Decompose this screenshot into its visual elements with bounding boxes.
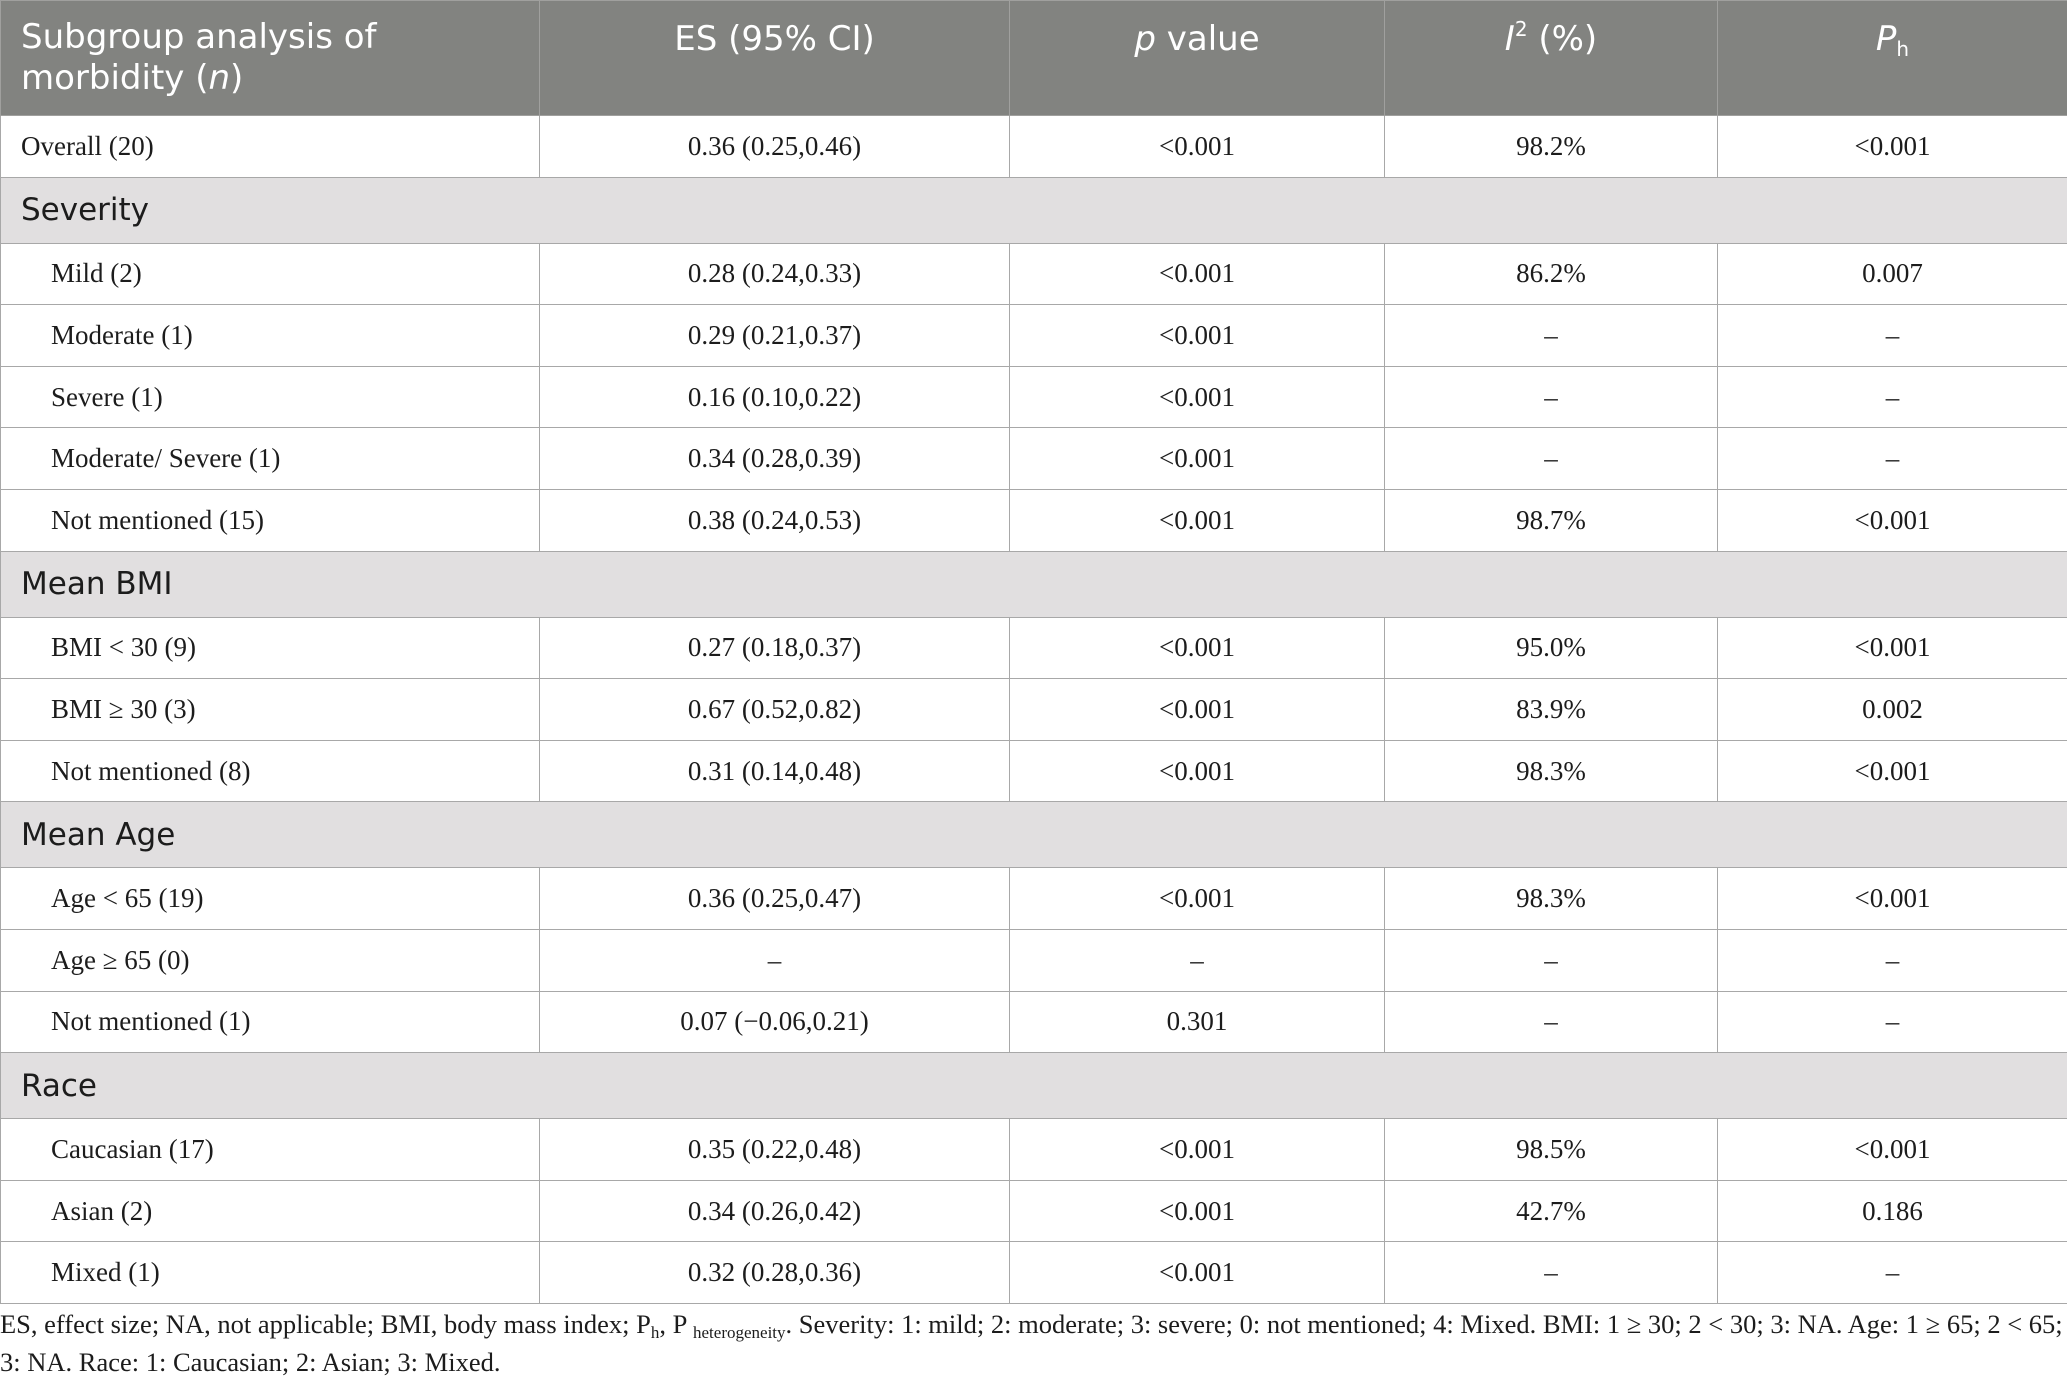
cell-ph: – <box>1718 305 2067 367</box>
cell-es: 0.36 (0.25,0.47) <box>540 868 1010 930</box>
header-p-value: p value <box>1010 1 1385 116</box>
table-row <box>1 617 2067 679</box>
cell-p-value: <0.001 <box>1010 617 1385 679</box>
cell-es: 0.67 (0.52,0.82) <box>540 679 1010 741</box>
cell-subgroup: Moderate (1) <box>1 305 540 367</box>
table-row <box>1 1119 2067 1181</box>
cell-p-value: <0.001 <box>1010 305 1385 367</box>
cell-i2: 42.7% <box>1385 1180 1718 1242</box>
cell-i2: 83.9% <box>1385 679 1718 741</box>
cell-p-value: <0.001 <box>1010 243 1385 305</box>
table-row <box>1 991 2067 1053</box>
cell-es: 0.35 (0.22,0.48) <box>540 1119 1010 1181</box>
cell-subgroup: Asian (2) <box>1 1180 540 1242</box>
header-ph: $P_h$ <box>1718 1 2067 116</box>
group-header-row <box>1 802 2067 868</box>
cell-es: 0.27 (0.18,0.37) <box>540 617 1010 679</box>
cell-es: 0.28 (0.24,0.33) <box>540 243 1010 305</box>
cell-ph: – <box>1718 366 2067 428</box>
cell-i2: 95.0% <box>1385 617 1718 679</box>
cell-i2: 98.7% <box>1385 489 1718 551</box>
table-header-row <box>1 1 2067 116</box>
cell-ph: – <box>1718 428 2067 490</box>
cell-p-value: <0.001 <box>1010 1119 1385 1181</box>
cell-p-value: <0.001 <box>1010 1242 1385 1304</box>
cell-ph: <0.001 <box>1718 868 2067 930</box>
cell-subgroup: BMI < 30 (9) <box>1 617 540 679</box>
cell-ph: <0.001 <box>1718 116 2067 178</box>
cell-ph: 0.002 <box>1718 679 2067 741</box>
group-title: Race <box>1 1053 2067 1119</box>
table-row <box>1 1242 2067 1304</box>
cell-p-value: <0.001 <box>1010 489 1385 551</box>
table-row <box>1 929 2067 991</box>
cell-subgroup: Mild (2) <box>1 243 540 305</box>
cell-p-value: – <box>1010 929 1385 991</box>
cell-es: 0.38 (0.24,0.53) <box>540 489 1010 551</box>
cell-i2: – <box>1385 1242 1718 1304</box>
cell-es: 0.16 (0.10,0.22) <box>540 366 1010 428</box>
table-row <box>1 868 2067 930</box>
cell-i2: 98.5% <box>1385 1119 1718 1181</box>
table-row <box>1 679 2067 741</box>
table-row <box>1 428 2067 490</box>
cell-ph: <0.001 <box>1718 740 2067 802</box>
table-row <box>1 740 2067 802</box>
cell-subgroup: Moderate/ Severe (1) <box>1 428 540 490</box>
group-title: Mean BMI <box>1 551 2067 617</box>
header-es: ES (95% CI) <box>540 1 1010 116</box>
cell-es: 0.07 (−0.06,0.21) <box>540 991 1010 1053</box>
cell-subgroup: Overall (20) <box>1 116 540 178</box>
table-row <box>1 489 2067 551</box>
table-row-overall <box>1 116 2067 178</box>
cell-ph: <0.001 <box>1718 1119 2067 1181</box>
cell-i2: 86.2% <box>1385 243 1718 305</box>
cell-subgroup: Severe (1) <box>1 366 540 428</box>
cell-es: 0.31 (0.14,0.48) <box>540 740 1010 802</box>
cell-subgroup: Caucasian (17) <box>1 1119 540 1181</box>
cell-p-value: <0.001 <box>1010 679 1385 741</box>
cell-p-value: <0.001 <box>1010 116 1385 178</box>
cell-subgroup: Age ≥ 65 (0) <box>1 929 540 991</box>
cell-subgroup: BMI ≥ 30 (3) <box>1 679 540 741</box>
group-header-row <box>1 551 2067 617</box>
cell-es: 0.34 (0.28,0.39) <box>540 428 1010 490</box>
cell-i2: 98.3% <box>1385 740 1718 802</box>
group-header-row <box>1 177 2067 243</box>
cell-p-value: <0.001 <box>1010 740 1385 802</box>
cell-subgroup: Not mentioned (8) <box>1 740 540 802</box>
cell-es: 0.34 (0.26,0.42) <box>540 1180 1010 1242</box>
cell-es: 0.29 (0.21,0.37) <box>540 305 1010 367</box>
cell-i2: 98.3% <box>1385 868 1718 930</box>
cell-ph: – <box>1718 991 2067 1053</box>
table-row <box>1 305 2067 367</box>
group-header-row <box>1 1053 2067 1119</box>
table-footnote: ES, effect size; NA, not applicable; BMI, body mass index; Ph, P heterogeneity. Severity: 1: mild; 2: moderate; 3: severe; 0: not mentioned; 4: Mixed. BMI: 1 ≥ 30; 2 < 30; 3: NA. Age: 1 ≥ 65; 2 < 65; 3: NA. Race: 1: Caucasian; 2: Asian; 3: Mixed. <box>0 1309 2063 1377</box>
table-row <box>1 1180 2067 1242</box>
cell-i2: – <box>1385 428 1718 490</box>
table-row <box>1 243 2067 305</box>
table-row <box>1 366 2067 428</box>
cell-p-value: 0.301 <box>1010 991 1385 1053</box>
cell-i2: – <box>1385 929 1718 991</box>
group-title: Mean Age <box>1 802 2067 868</box>
cell-i2: – <box>1385 366 1718 428</box>
cell-es: – <box>540 929 1010 991</box>
cell-subgroup: Age < 65 (19) <box>1 868 540 930</box>
cell-ph: 0.007 <box>1718 243 2067 305</box>
header-subgroup: Subgroup analysis of morbidity (n) <box>1 1 540 116</box>
group-title: Severity <box>1 177 2067 243</box>
cell-ph: – <box>1718 929 2067 991</box>
cell-ph: – <box>1718 1242 2067 1304</box>
cell-p-value: <0.001 <box>1010 428 1385 490</box>
cell-p-value: <0.001 <box>1010 366 1385 428</box>
cell-ph: 0.186 <box>1718 1180 2067 1242</box>
cell-i2: – <box>1385 991 1718 1053</box>
cell-i2: – <box>1385 305 1718 367</box>
cell-es: 0.32 (0.28,0.36) <box>540 1242 1010 1304</box>
cell-ph: <0.001 <box>1718 489 2067 551</box>
cell-es: 0.36 (0.25,0.46) <box>540 116 1010 178</box>
cell-subgroup: Not mentioned (1) <box>1 991 540 1053</box>
cell-p-value: <0.001 <box>1010 1180 1385 1242</box>
cell-i2: 98.2% <box>1385 116 1718 178</box>
cell-p-value: <0.001 <box>1010 868 1385 930</box>
cell-subgroup: Not mentioned (15) <box>1 489 540 551</box>
header-i2: $I^2$ (%) <box>1385 1 1718 116</box>
cell-ph: <0.001 <box>1718 617 2067 679</box>
cell-subgroup: Mixed (1) <box>1 1242 540 1304</box>
